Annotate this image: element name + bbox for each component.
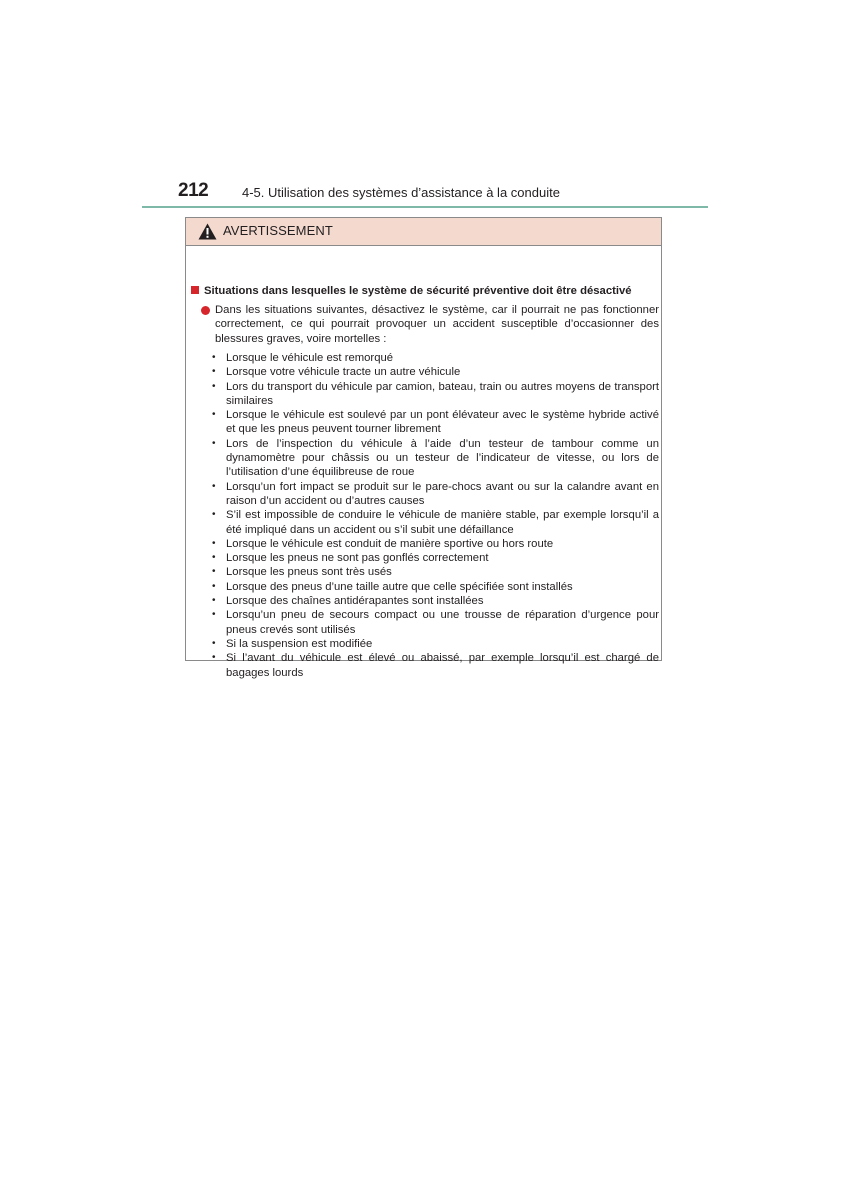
list-item: • Lorsque le véhicule est remorqué bbox=[209, 351, 659, 365]
list-item: • Si la suspension est modifiée bbox=[209, 637, 659, 651]
list-item: • Lorsque votre véhicule tracte un autre véhicule bbox=[209, 365, 659, 379]
circle-bullet-icon bbox=[201, 306, 210, 315]
warning-box bbox=[185, 217, 662, 679]
list-item: • Lorsqu’un pneu de secours compact ou une trousse de réparation d’urgence pour pneus crevés sont utilisés bbox=[209, 608, 659, 637]
intro-paragraph bbox=[201, 303, 659, 346]
list-item: • Lors du transport du véhicule par camion, bateau, train ou autres moyens de transport similaires bbox=[209, 380, 659, 409]
warning-label: AVERTISSEMENT bbox=[223, 223, 333, 238]
intro-text: Dans les situations suivantes, désactivez le système, car il pourrait ne pas fonctionner correctement, ce qui pourrait provoquer un accident susceptible d’occasionner des blessures graves, voire mortelles : bbox=[215, 304, 659, 345]
list-item: • Si l’avant du véhicule est élevé ou abaissé, par exemple lorsqu’il est chargé de bagages lourds bbox=[209, 651, 659, 680]
list-item: • Lorsque les pneus ne sont pas gonflés correctement bbox=[209, 551, 659, 565]
warning-header bbox=[186, 218, 661, 246]
section-title: 4-5. Utilisation des systèmes d’assistance à la conduite bbox=[242, 185, 560, 200]
list-item: • Lorsque des pneus d’une taille autre que celle spécifiée sont installés bbox=[209, 580, 659, 594]
list-item: • Lorsque le véhicule est conduit de manière sportive ou hors route bbox=[209, 537, 659, 551]
page-header bbox=[178, 180, 708, 206]
list-item: • S’il est impossible de conduire le véhicule de manière stable, par exemple lorsqu’il a été impliqué dans un accident ou s’il subit une défaillance bbox=[209, 508, 659, 537]
situation-heading bbox=[191, 285, 632, 297]
list-item: • Lorsqu’un fort impact se produit sur le pare-chocs avant ou sur la calandre avant en raison d’un accident ou d’autres causes bbox=[209, 480, 659, 509]
page-number: 212 bbox=[178, 180, 209, 201]
header-divider bbox=[142, 206, 708, 208]
warning-triangle-icon bbox=[198, 223, 217, 240]
list-item: • Lorsque des chaînes antidérapantes sont installées bbox=[209, 594, 659, 608]
list-item: • Lorsque le véhicule est soulevé par un pont élévateur avec le système hybride activé et que les pneus peuvent tourner librement bbox=[209, 408, 659, 437]
situation-heading-text: Situations dans lesquelles le système de sécurité préventive doit être désactivé bbox=[204, 285, 632, 297]
list-item: • Lors de l’inspection du véhicule à l’aide d’un testeur de tambour comme un dynamomètre pour châssis ou un testeur de l’indicateur de vitesse, ou lors de l’utilisation d’une équilibreuse de roue bbox=[209, 437, 659, 480]
square-bullet-icon bbox=[191, 286, 199, 294]
situations-list bbox=[209, 351, 659, 680]
list-item: • Lorsque les pneus sont très usés bbox=[209, 565, 659, 579]
